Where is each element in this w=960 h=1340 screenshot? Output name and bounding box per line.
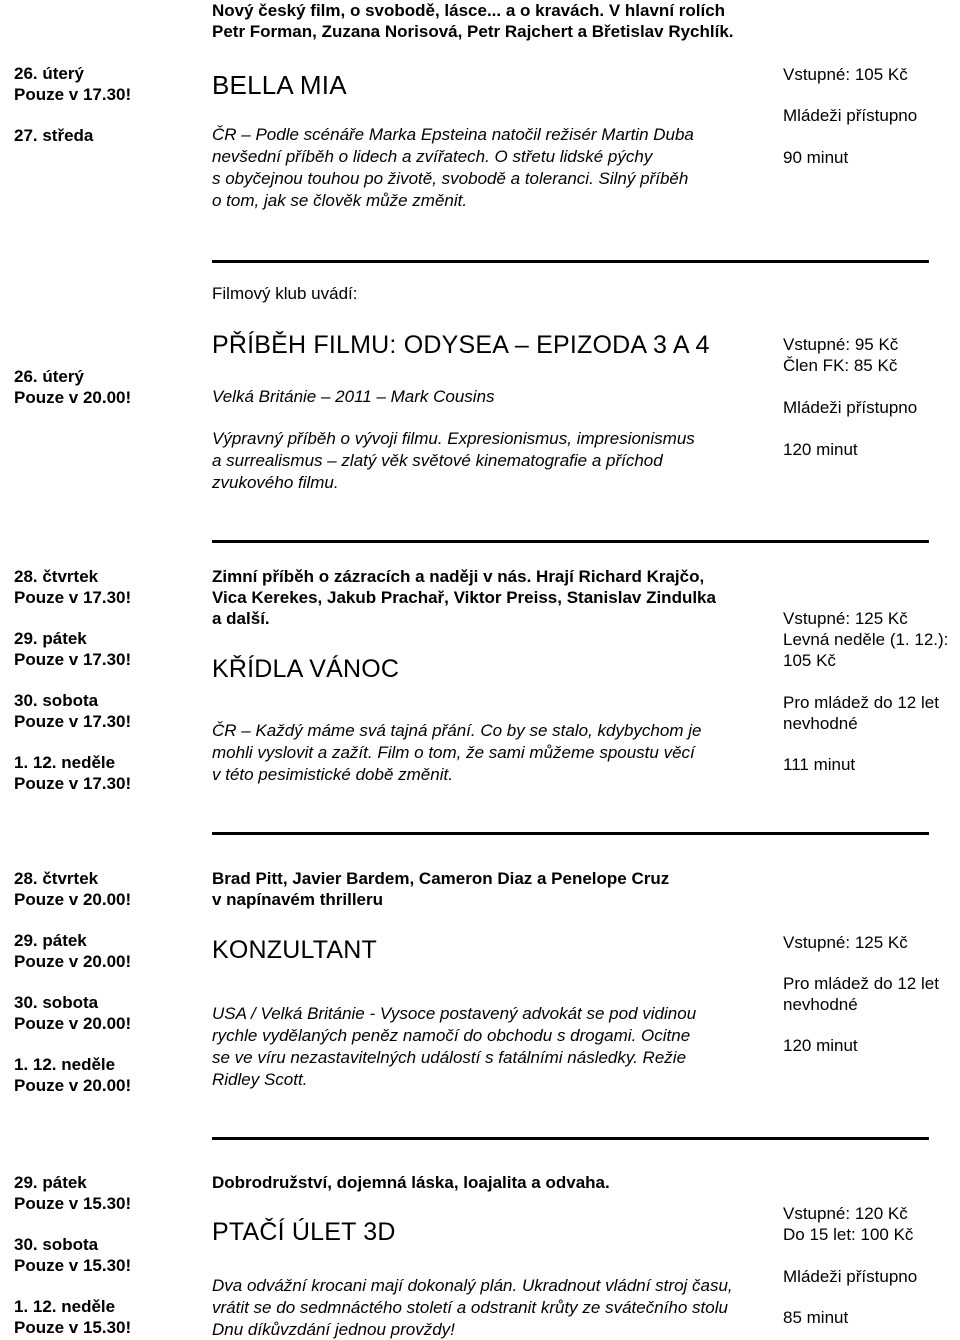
intro-line: Vica Kerekes, Jakub Prachař, Viktor Preiss, Stanislav Zindulka [212, 588, 716, 607]
film-title: PTAČÍ ÚLET 3D [212, 1218, 396, 1246]
discount-price: 105 Kč [783, 651, 836, 670]
film-title: KONZULTANT [212, 936, 377, 964]
runtime: 111 minut [783, 755, 856, 774]
description-line: o tom, jak se člověk může změnit. [212, 191, 468, 210]
film-title: PŘÍBĚH FILMU: ODYSEA – EPIZODA 3 A 4 [212, 331, 710, 359]
admission-price: Vstupné: 95 Kč [783, 335, 899, 354]
description-line: USA / Velká Británie - Vysoce postavený advokát se pod vidinou [212, 1004, 697, 1023]
section-divider [212, 832, 929, 835]
intro-line: Dobrodružství, dojemná láska, loajalita a odvaha. [212, 1173, 610, 1192]
description-line: vrátit se do sedmnáctého století a odstranit krůty ze svátečního stolu [212, 1298, 728, 1317]
description-line: Dnu díkůvzdání jednou provždy! [212, 1320, 455, 1339]
screening-day: 29. pátek [14, 931, 87, 950]
intro-line: Brad Pitt, Javier Bardem, Cameron Diaz a Penelope Cruz [212, 869, 670, 888]
description-line: se ve víru nezastavitelných událostí s fatálními následky. Režie [212, 1048, 687, 1067]
screening-time: Pouze v 17.30! [14, 588, 132, 607]
film-origin: Velká Británie – 2011 – Mark Cousins [212, 387, 495, 406]
screening-day: 30. sobota [14, 1235, 99, 1254]
admission-price: Vstupné: 105 Kč [783, 65, 908, 84]
discount-label: Levná neděle (1. 12.): [783, 630, 949, 649]
age-rating: nevhodné [783, 995, 858, 1014]
screening-day: 1. 12. neděle [14, 1055, 116, 1074]
age-rating: nevhodné [783, 714, 858, 733]
age-rating: Mládeži přístupno [783, 1267, 918, 1286]
member-price: Člen FK: 85 Kč [783, 356, 898, 375]
section-divider [212, 1137, 929, 1140]
runtime: 85 minut [783, 1308, 849, 1327]
screening-time: Pouze v 17.30! [14, 85, 132, 104]
age-rating: Pro mládež do 12 let [783, 974, 939, 993]
screening-day: 29. pátek [14, 1173, 87, 1192]
description-line: ČR – Podle scénáře Marka Epsteina natočil režisér Martin Duba [212, 125, 694, 144]
runtime: 120 minut [783, 440, 858, 459]
screening-day: 28. čtvrtek [14, 869, 99, 888]
description-line: mohli vyslovit a zažít. Film o tom, že sami můžeme spoustu věcí [212, 743, 695, 762]
screening-day: 28. čtvrtek [14, 567, 99, 586]
intro-line: Petr Forman, Zuzana Norisová, Petr Rajchert a Břetislav Rychlík. [212, 22, 734, 41]
section-header: Filmový klub uvádí: [212, 284, 358, 303]
description-line: zvukového filmu. [212, 473, 339, 492]
description-line: Výpravný příběh o vývoji filmu. Expresionismus, impresionismus [212, 429, 695, 448]
screening-time: Pouze v 20.00! [14, 1076, 132, 1095]
screening-time: Pouze v 17.30! [14, 712, 132, 731]
description-line: rychle vydělaných peněz namočí do obchodu s drogami. Ocitne [212, 1026, 691, 1045]
screening-day: 27. středa [14, 126, 94, 145]
description-line: v této pesimistické době změnit. [212, 765, 453, 784]
runtime: 120 minut [783, 1036, 858, 1055]
child-price: Do 15 let: 100 Kč [783, 1225, 914, 1244]
intro-line: a další. [212, 609, 270, 628]
screening-time: Pouze v 20.00! [14, 388, 132, 407]
intro-line: Zimní příběh o zázracích a naději v nás. Hrají Richard Krajčo, [212, 567, 705, 586]
screening-day: 26. úterý [14, 367, 84, 386]
admission-price: Vstupné: 125 Kč [783, 609, 908, 628]
description-line: Ridley Scott. [212, 1070, 308, 1089]
screening-day: 26. úterý [14, 64, 84, 83]
description-line: s obyčejnou touhou po životě, svobodě a toleranci. Silný příběh [212, 169, 689, 188]
description-line: a surrealismus – zlatý věk světové kinematografie a příchod [212, 451, 663, 470]
screening-time: Pouze v 20.00! [14, 890, 132, 909]
age-rating: Mládeži přístupno [783, 106, 918, 125]
section-divider [212, 540, 929, 543]
screening-time: Pouze v 20.00! [14, 1014, 132, 1033]
description-line: nevšední příběh o lidech a zvířatech. O střetu lidské pýchy [212, 147, 653, 166]
screening-time: Pouze v 15.30! [14, 1194, 132, 1213]
age-rating: Pro mládež do 12 let [783, 693, 939, 712]
intro-line: v napínavém thrilleru [212, 890, 383, 909]
description-line: Dva odvážní krocani mají dokonalý plán. Ukradnout vládní stroj času, [212, 1276, 733, 1295]
screening-time: Pouze v 15.30! [14, 1256, 132, 1275]
description-line: ČR – Každý máme svá tajná přání. Co by se stalo, kdybychom je [212, 721, 702, 740]
screening-day: 1. 12. neděle [14, 1297, 116, 1316]
screening-day: 30. sobota [14, 993, 99, 1012]
screening-time: Pouze v 15.30! [14, 1318, 132, 1337]
screening-day: 29. pátek [14, 629, 87, 648]
intro-line: Nový český film, o svobodě, lásce... a o kravách. V hlavní rolích [212, 1, 726, 20]
film-title: KŘÍDLA VÁNOC [212, 655, 400, 683]
screening-time: Pouze v 20.00! [14, 952, 132, 971]
section-divider [212, 260, 929, 263]
film-title: BELLA MIA [212, 70, 347, 100]
admission-price: Vstupné: 125 Kč [783, 933, 908, 952]
runtime: 90 minut [783, 148, 849, 167]
screening-day: 30. sobota [14, 691, 99, 710]
age-rating: Mládeži přístupno [783, 398, 918, 417]
admission-price: Vstupné: 120 Kč [783, 1204, 908, 1223]
screening-day: 1. 12. neděle [14, 753, 116, 772]
screening-time: Pouze v 17.30! [14, 650, 132, 669]
screening-time: Pouze v 17.30! [14, 774, 132, 793]
